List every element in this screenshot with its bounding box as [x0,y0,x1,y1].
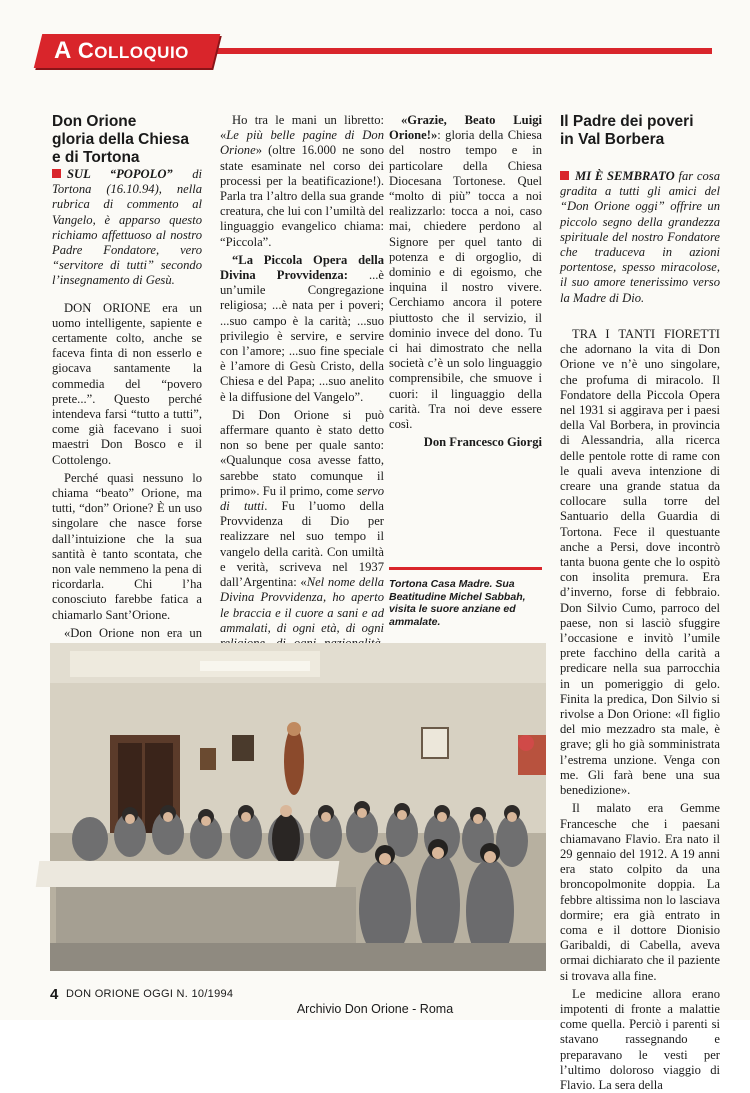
photo-illustration [50,643,546,971]
article1-p6-italic: servo di tutti [220,483,384,514]
article2-body [560,327,720,1092]
archive-credit: Archivio Don Orione - Roma [296,1002,454,1016]
article1-paragraph [220,253,384,405]
red-square-bullet [560,171,569,180]
article1-p5: ...è un’umile Congregazione religiosa; ...è nata per i poveri; ...suo campo è la carità; ...suo privilegio è servire, e servire con l’amore; ...suo fine speciale è l’amore di Gesù Cristo, della Chiesa e del Papa; ...suo anelito è la diffusione del Vangelo”. [220,268,384,404]
section-label-initial: C [77,38,95,63]
article2-p1-lead: TRA I TANTI FIORETTI [572,327,720,341]
article1-p1: era un uomo intelligente, sapiente e certamente colto, anche se faceva finta di non esserlo e giocava santamente la commedia del “povero prete...”. Questo perché intendeva farsi “tutto a tutti”, come già facevano i suoi maestri Don Bosco e il Cottolengo. [52,300,202,467]
article1-lead-caps: SUL “POPOLO” [67,167,173,181]
article2-title-line-2: in Val Borbera [560,131,665,148]
article1-p7: : gloria della Chiesa del nostro tempo e in particolare della Chiesa Diocesana Tortonese. Quel “molto di più” tocca a noi realizzarlo: tocca a noi, caso mai, chiedere perdono al Signore per quel tanto di potenza e di orgoglio, di dominio e di egoismo, che inquina il nostro vivere. Cerchiamo ancora il potere piuttosto che il servizio, il dominio invece del dono. Tu ci hai dimostrato che nella società c’è un solo linguaggio comprensibile, che smuove i cuori: il linguaggio della carità. Tra noi deve essere così. [389,128,542,432]
article2-title-line-1: Il Padre dei poveri [560,113,694,130]
section-label-rest: OLLOQUIO [94,43,189,62]
article1-p4-b: » (oltre 16.000 ne sono state esaminate nel corso dei processi per la beatificazione!). Parla tra l’altro della sua grande creatura, che lui con l’umiltà del linguaggio evangelico chiama: “Piccola”. [220,143,384,249]
article1-p6-quote: Nel nome della Divina Provvidenza, ho aperto le braccia e il cuore a sani e ad ammalati, di ogni età, di ogni [220,575,384,635]
article1-title-line-1: Don Orione [52,113,137,130]
article1-lead [52,167,202,289]
article2-paragraph: Le medicine allora erano impotenti di fronte a malattie come quella. Perciò i parenti si stavano rassegnando e preparavano le vesti per l’ultimo doloroso viaggio di Flavio. La sera della [560,986,720,1092]
article2-paragraph [560,327,720,798]
article2-paragraph: Il malato era Gemme Francesche che i paesani chiamavano Flavio. Era nato il 29 gennaio del 1912. A 19 anni era stato colpito da una broncopolmonite doppia. La febbre altissima non lo lasciava dormire; era già entrato in coma e il dottore Dionisio Garibaldi, di Cabella, aveva ormai dichiarato che il paziente si trovava alla fine. [560,801,720,983]
magazine-issue: DON ORIONE OGGI N. 10/1994 [66,988,234,1000]
red-square-bullet [52,169,61,178]
article1-paragraph [220,113,384,250]
article1-signature: Don Francesco Giorgi [423,435,542,450]
photo-caption: Tortona Casa Madre. Sua Beatitudine Michel Sabbah, visita le suore anziane ed ammalate. [389,578,526,628]
article2-p1: che adornano la vita di Don Orione ve n’è uno singolare, che profuma di miracolo. Il Fondatore della Piccola Opera nel 1931 si aggirava per i paesi della Val Borbera, in provincia di Alessandria, alla ricerca delle pentole rotte di rame con le quali aveva intenzione di creare una grande statua da collocare sulla torre del Santuario della Guardia di Tortona. Fece il questuante anche a Persi, dove incontrò tanta buona gente che lo ospitò con insolita premura. Era d’inverno, forse di febbraio. Don Silvio Cumo, parroco del paese, non si lasciò sfuggire l’occasione e invitò l’umile prete facchino della carità a predicare nella sua parrocchia in un pomeriggio di gelo. Finita la predica, Don Silvio si rivolse a Don Orione: «Il figlio del mio mezzadro sta male, è grave; gli ho già somministrata l’estrema unzione. Venga con me. Gli farà bene una sua benedizione». [560,342,720,798]
section-label [54,36,189,66]
article1-p1-lead: DON ORIONE [64,300,151,315]
article1-paragraph [52,301,202,468]
article1-p3: «Don Orione non era un [64,625,202,640]
article1-book-title: Le più belle pagine di Don Orione [220,128,384,158]
article1-p4-a: Ho tra le mani un libretto: « [220,113,384,143]
page-number: 4 [50,986,59,1003]
article1-p5-bold: “La Piccola Opera della Divina Provvidenza: [220,252,384,283]
article1-p6-a: Di Don Orione si può affermare quanto è stato detto non so bene per quale santo: «Qualunque cosa avesse fatto, sarebbe stato comunque il primo». Fu il primo, come [220,407,384,498]
article1-p7-bold: «Grazie, Beato Luigi Orione!» [389,113,542,143]
article1-p6-b: . Fu l’uomo della Provvidenza di Dio per realizzare nel suo tempo il vangelo della carità. Con umiltà e verità, scriveva nel 1937 dall’Argentina: « [220,499,384,590]
article1-title-line-2: gloria della Chiesa [52,131,189,148]
article2-header [560,113,720,309]
group-photo [50,643,546,971]
article2-title [560,113,720,149]
article1-title [52,113,202,167]
section-label-a: A [54,37,72,64]
article1-paragraph: Perché quasi nessuno lo chiama “beato” Orione, ma tutti, “don” Orione? È un uso singolare che nasce forse dall’intuizione che la sua santità è tanto scontata, che non vale nemmeno la pena di ricordarla. Chi l’ha conosciuto farebbe fatica a chiamarlo Sant’Orione. [52,470,202,622]
article1-column-3 [389,113,542,453]
article1-title-line-3: e di Tortona [52,149,140,166]
article2-lead-text: far cosa gradita a tutti gli amici del “Don Orione oggi” offrire un piccolo segno della grandezza spirituale del nostro Fondatore che traduceva in azioni portentose, spesso miracolose, il suo amore tenerissimo verso la Madre di Dio. [560,169,721,305]
caption-rule [389,567,542,570]
article2-lead-caps: MI È SEMBRATO [575,169,675,183]
article1-paragraph [389,113,542,432]
article1-lead-text: di Tortona (16.10.94), nella rubrica di commento al Vangelo, è apparso questo richiamo affettuoso al nostro Padre Fondatore, vero “servitore di tutti” secondo l’insegnamento di Gesù. [52,167,202,288]
article2-lead [560,169,720,306]
